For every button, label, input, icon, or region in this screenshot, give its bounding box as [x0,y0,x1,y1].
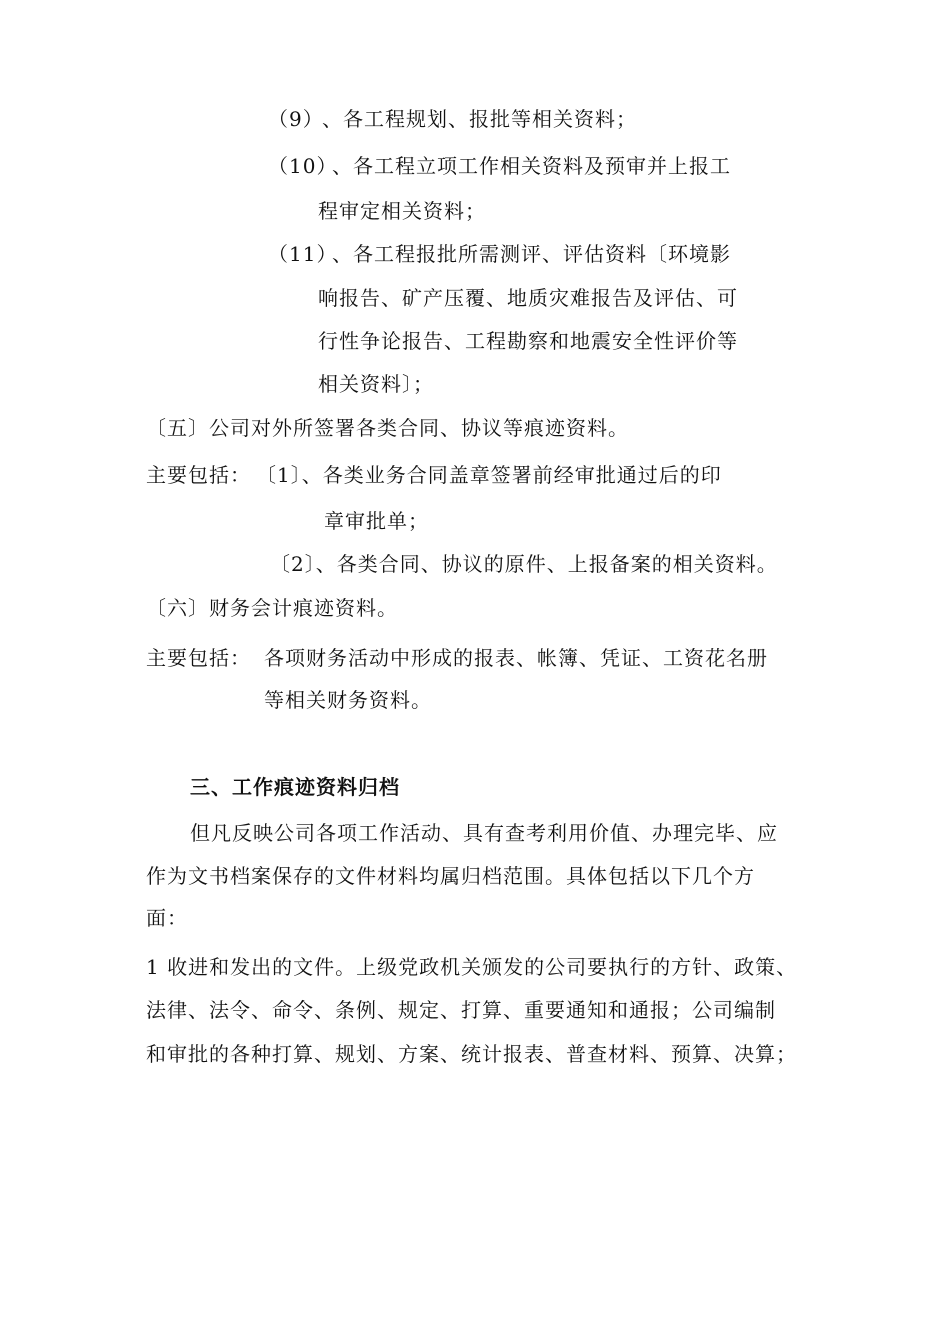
part-three-title: 三、工作痕迹资料归档 [190,775,400,799]
part-three-item-1-line-3: 和审批的各种打算、规划、方案、统计报表、普查材料、预算、决算； [146,1042,797,1066]
item-9-number: （9） [268,107,324,131]
item-9-text: 、各工程规划、报批等相关资料； [322,107,637,131]
part-three-item-1-line-1: 1 收进和发出的文件。上级党政机关颁发的公司要执行的方针、政策、 [146,955,798,979]
section-five-label: 主要包括： [146,463,251,487]
item-11-number: （11） [268,242,338,266]
item-11-line-2: 响报告、矿产压覆、地质灾难报告及评估、可 [318,286,738,310]
part-three-item-1-line-2: 法律、法令、命令、条例、规定、打算、重要通知和通报；公司编制 [146,998,776,1022]
item-10-number: （10） [268,154,338,178]
item-11-line-1: 、各工程报批所需测评、评估资料〔环境影 [332,242,731,266]
item-11-line-3: 行性争论报告、工程勘察和地震安全性评价等 [318,329,738,353]
section-six-line-1: 各项财务活动中形成的报表、帐簿、凭证、工资花名册 [264,646,768,670]
part-three-paragraph-line-2: 作为文书档案保存的文件材料均属归档范围。具体包括以下几个方 [146,864,755,888]
part-three-paragraph-line-3: 面： [146,906,188,930]
section-five-item-2: 〔2〕、各类合同、协议的原件、上报备案的相关资料。 [270,552,778,576]
section-five-item-1-line-2: 章审批单； [324,509,429,533]
section-six-label: 主要包括： [146,646,251,670]
part-three-paragraph-line-1: 但凡反映公司各项工作活动、具有查考利用价值、办理完毕、应 [190,821,778,845]
item-10-line-2: 程审定相关资料； [318,199,486,223]
item-10-line-1: 、各工程立项工作相关资料及预审并上报工 [332,154,731,178]
section-five-item-1-line-1: 〔1〕、各类业务合同盖章签署前经审批通过后的印 [256,463,722,487]
section-five-heading: 〔五〕公司对外所签署各类合同、协议等痕迹资料。 [146,416,629,440]
section-six-heading: 〔六〕财务会计痕迹资料。 [146,596,398,620]
item-11-line-4: 相关资料〕； [318,372,434,396]
section-six-line-2: 等相关财务资料。 [264,688,432,712]
